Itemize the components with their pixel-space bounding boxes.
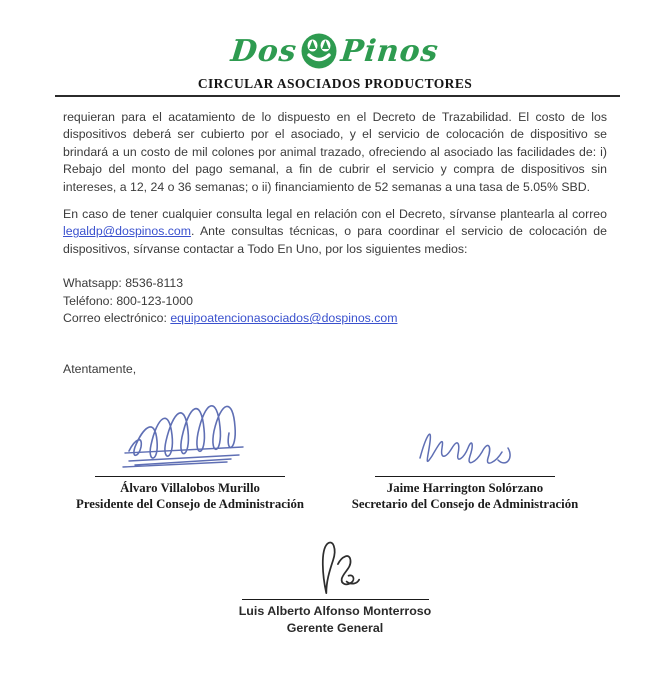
signature-block-secretary [315,387,615,513]
document-body [0,109,670,694]
email-line [63,310,607,327]
document-header [0,0,670,97]
logo-word-dos: Dos [229,33,299,69]
phone-line: Teléfono: 800-123-1000 [63,293,193,308]
president-signature-scribble [115,389,265,474]
secretary-signature-scribble [408,418,523,474]
dos-pinos-logo [0,30,670,72]
paragraph2-text-after: . Ante consultas técnicas, o para coordinar el servicio de colocación de dispositivos, sírvanse contactar a Todo En Uno, por los siguientes medios: [63,224,607,256]
general-manager-name: Luis Alberto Alfonso Monterroso [238,603,432,618]
signature-block-general-manager [185,539,485,638]
document-title: CIRCULAR ASOCIADOS PRODUCTORES [197,76,473,91]
paragraph-legal-contact [63,206,607,258]
general-manager-signature-scribble [302,539,368,597]
secretary-name: Jaime Harrington Solórzano [386,480,544,495]
contact-block [63,275,607,327]
logo-word-pinos: Pinos [339,33,441,69]
signatures-section [0,379,670,694]
support-email-link[interactable]: equipoatencionasociados@dospinos.com [170,311,398,326]
general-manager-title: Gerente General [286,621,384,636]
president-title: Presidente del Consejo de Administración [76,497,304,512]
email-label: Correo electrónico: [63,311,171,326]
closing-salutation: Atentamente, [63,362,137,377]
header-divider [55,95,620,97]
paragraph-traceability: requieran para el acatamiento de lo dispuesto en el Decreto de Trazabilidad. El costo de los dispositivos deberá ser cubierto por el asociado, y el servicio de colocación de dispositivo se brindará a un costo de mil colones por animal trazado, ofreciendo al asociado las facilidades de: i) Rebajo del monto del pago semanal, a fin de cubrir el servicio y compra de dispositivos sin intereses, a 12, 24 o 36 semanas; o ii) financiamiento de 52 semanas a una tasa de 5.05% SBD. [63,110,607,194]
legal-email-link[interactable]: legaldp@dospinos.com [63,224,192,239]
smiley-face-icon [300,32,338,70]
signature-block-president [40,387,340,513]
general-manager-signature-line [242,599,429,600]
whatsapp-line: Whatsapp: 8536-8113 [63,276,184,291]
secretary-signature-line [375,476,555,477]
president-name: Álvaro Villalobos Murillo [120,480,260,495]
secretary-title: Secretario del Consejo de Administración [351,497,579,512]
paragraph2-text-before: En caso de tener cualquier consulta legal en relación con el Decreto, sírvanse plantearla al correo [63,207,607,222]
president-signature-line [95,476,285,477]
